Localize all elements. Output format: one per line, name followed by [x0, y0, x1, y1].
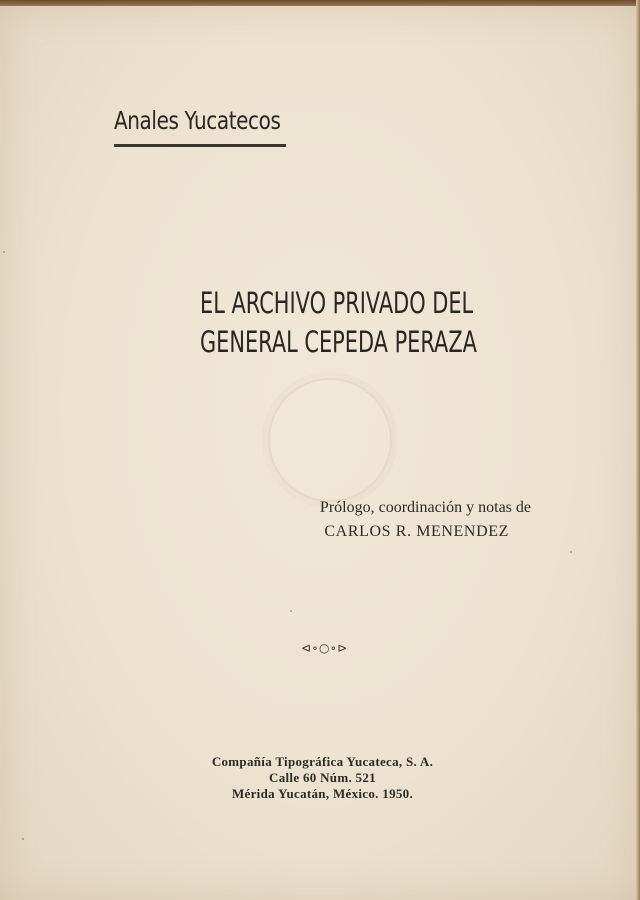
paper-speck — [290, 610, 292, 612]
book-title-line-1: EL ARCHIVO PRIVADO DEL — [200, 286, 474, 320]
paper-speck — [570, 551, 572, 553]
title-page — [0, 6, 638, 900]
publisher-block — [150, 754, 495, 802]
publisher-name: Compañía Tipográfica Yucateca, S. A. — [211, 754, 434, 769]
publisher-address: Calle 60 Núm. 521 — [269, 770, 376, 785]
paper-speck — [3, 251, 5, 253]
author-name: CARLOS R. MENENDEZ — [324, 523, 509, 540]
paper-speck — [22, 838, 24, 840]
book-title-line-2: GENERAL CEPEDA PERAZA — [200, 325, 477, 359]
page-right-edge — [636, 0, 640, 900]
faded-library-stamp — [268, 378, 392, 502]
series-title: Anales Yucatecos — [114, 106, 281, 135]
ornament-divider-icon: ⊲∘○∘⊳ — [301, 641, 349, 655]
publisher-place-date: Mérida Yucatán, México. 1950. — [231, 786, 414, 801]
credit-block — [0, 496, 531, 544]
book-title — [200, 284, 477, 362]
series-title-underline — [114, 144, 286, 147]
credit-line: Prólogo, coordinación y notas de — [319, 499, 531, 516]
